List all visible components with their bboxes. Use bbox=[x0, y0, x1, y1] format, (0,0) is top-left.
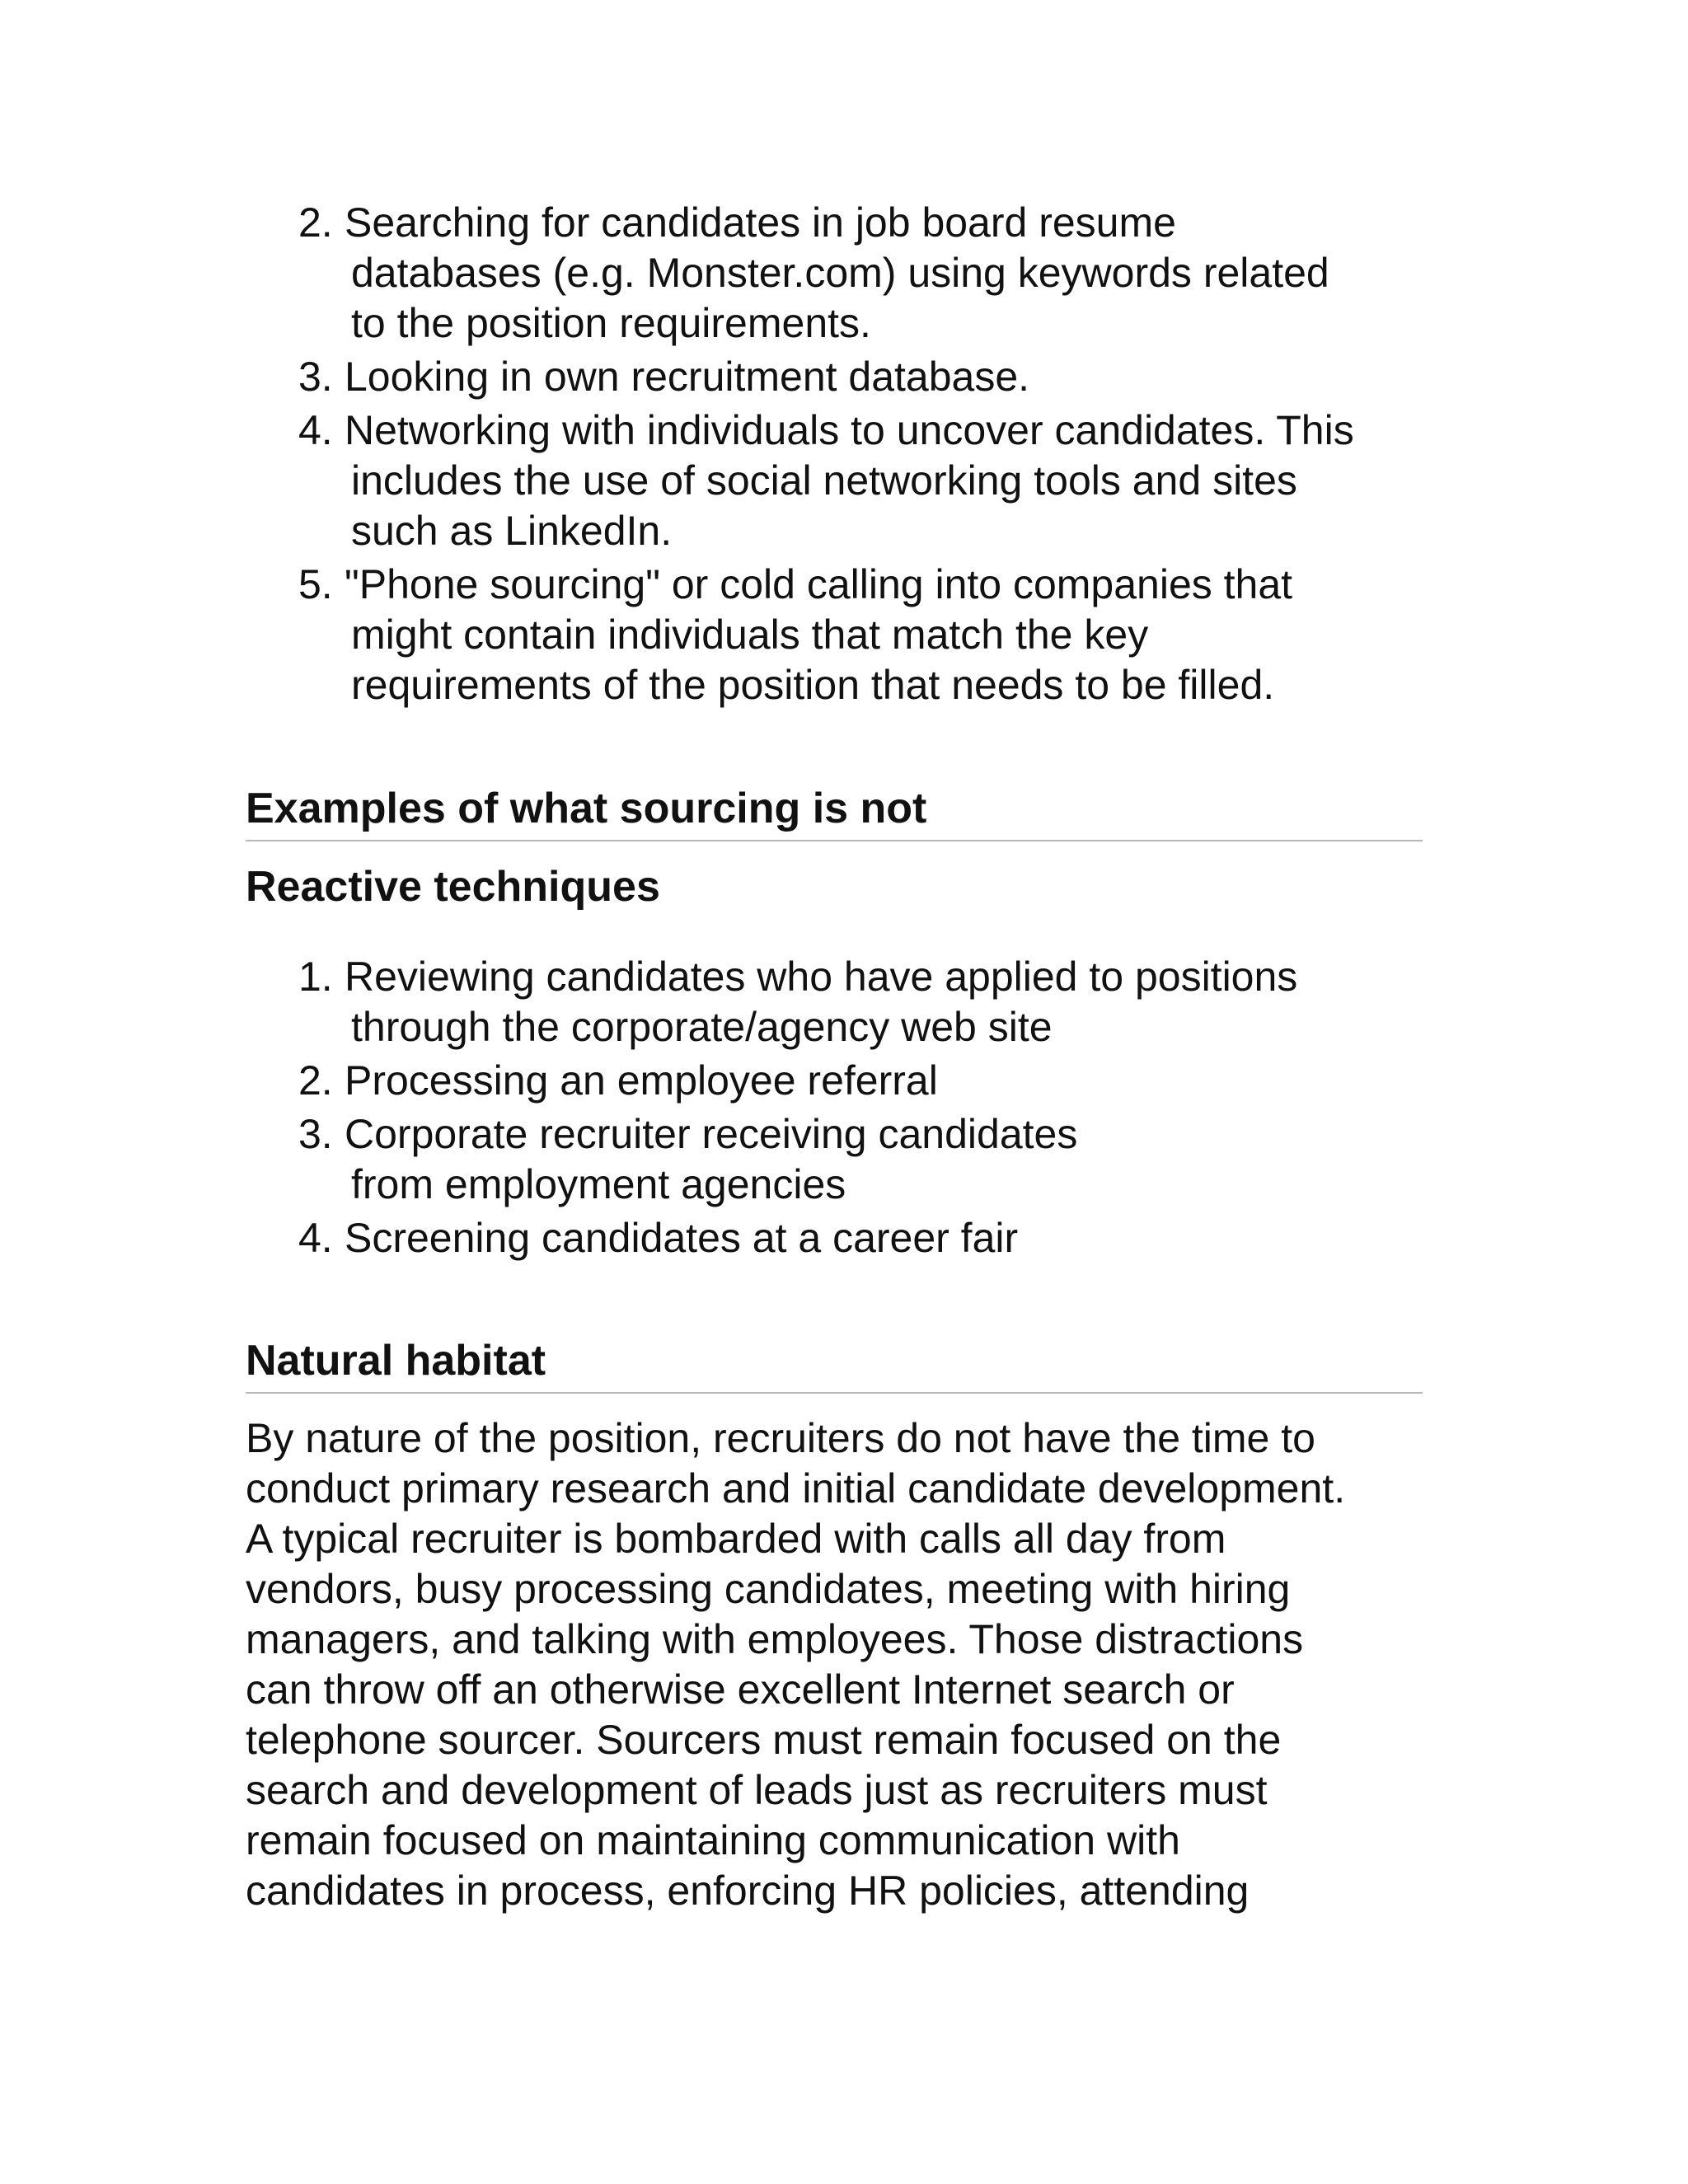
list-item-text: such as LinkedIn. bbox=[351, 508, 673, 554]
paragraph-line: telephone sourcer. Sourcers must remain focused on the bbox=[246, 1717, 1282, 1763]
paragraph-line: vendors, busy processing candidates, meeting with hiring bbox=[246, 1566, 1291, 1612]
list-item-text: might contain individuals that match the key bbox=[351, 612, 1149, 658]
section-divider bbox=[246, 1392, 1423, 1394]
list-item-text: through the corporate/agency web site bbox=[351, 1004, 1053, 1050]
list-item-text: Corporate recruiter receiving candidates bbox=[345, 1111, 1078, 1157]
list-item-text: requirements of the position that needs to be filled. bbox=[351, 662, 1275, 708]
paragraph-line: By nature of the position, recruiters do not have the time to bbox=[246, 1415, 1315, 1461]
list-item bbox=[298, 1213, 1297, 1263]
section-divider bbox=[246, 840, 1423, 841]
paragraph-line: conduct primary research and initial candidate development. bbox=[246, 1465, 1346, 1511]
paragraph-line: managers, and talking with employees. Those distractions bbox=[246, 1616, 1304, 1662]
list-number: 2. bbox=[298, 199, 333, 246]
list-item bbox=[298, 952, 1297, 1052]
list-number: 4. bbox=[298, 407, 333, 453]
list-item-text: Reviewing candidates who have applied to positions bbox=[345, 954, 1298, 1000]
list-item-text: databases (e.g. Monster.com) using keywords related bbox=[351, 250, 1329, 296]
list-item-text: from employment agencies bbox=[351, 1161, 846, 1207]
list-item bbox=[298, 560, 1354, 710]
list-item-text: to the position requirements. bbox=[351, 300, 871, 346]
sourcing-techniques-list bbox=[298, 198, 1354, 714]
list-number: 3. bbox=[298, 1111, 333, 1157]
paragraph-line: can throw off an otherwise excellent Internet search or bbox=[246, 1666, 1235, 1713]
paragraph-line: search and development of leads just as recruiters must bbox=[246, 1767, 1268, 1813]
list-item bbox=[298, 1056, 1297, 1106]
subsection-heading-reactive: Reactive techniques bbox=[246, 863, 660, 911]
paragraph-line: candidates in process, enforcing HR policies, attending bbox=[246, 1868, 1250, 1914]
list-item-text: "Phone sourcing" or cold calling into companies that bbox=[345, 561, 1293, 607]
reactive-techniques-list bbox=[298, 952, 1297, 1267]
habitat-paragraph bbox=[246, 1413, 1345, 1916]
list-number: 2. bbox=[298, 1057, 333, 1104]
list-item-text: Networking with individuals to uncover candidates. This bbox=[345, 407, 1354, 453]
list-number: 1. bbox=[298, 954, 333, 1000]
list-item-text: Looking in own recruitment database. bbox=[345, 354, 1030, 400]
list-number: 5. bbox=[298, 561, 333, 607]
paragraph-line: remain focused on maintaining communication with bbox=[246, 1817, 1180, 1863]
paragraph-line: A typical recruiter is bombarded with calls all day from bbox=[246, 1516, 1226, 1562]
section-heading-habitat: Natural habitat bbox=[246, 1337, 546, 1385]
list-item-text: Screening candidates at a career fair bbox=[345, 1215, 1019, 1261]
list-item-text: includes the use of social networking tools and sites bbox=[351, 457, 1297, 504]
list-item bbox=[298, 405, 1354, 556]
list-item bbox=[298, 1109, 1297, 1210]
section-heading-examples: Examples of what sourcing is not bbox=[246, 785, 927, 832]
list-item-text: Searching for candidates in job board resume bbox=[345, 199, 1176, 246]
list-item bbox=[298, 352, 1354, 402]
list-item-text: Processing an employee referral bbox=[345, 1057, 938, 1104]
list-number: 4. bbox=[298, 1215, 333, 1261]
list-number: 3. bbox=[298, 354, 333, 400]
list-item bbox=[298, 198, 1354, 349]
